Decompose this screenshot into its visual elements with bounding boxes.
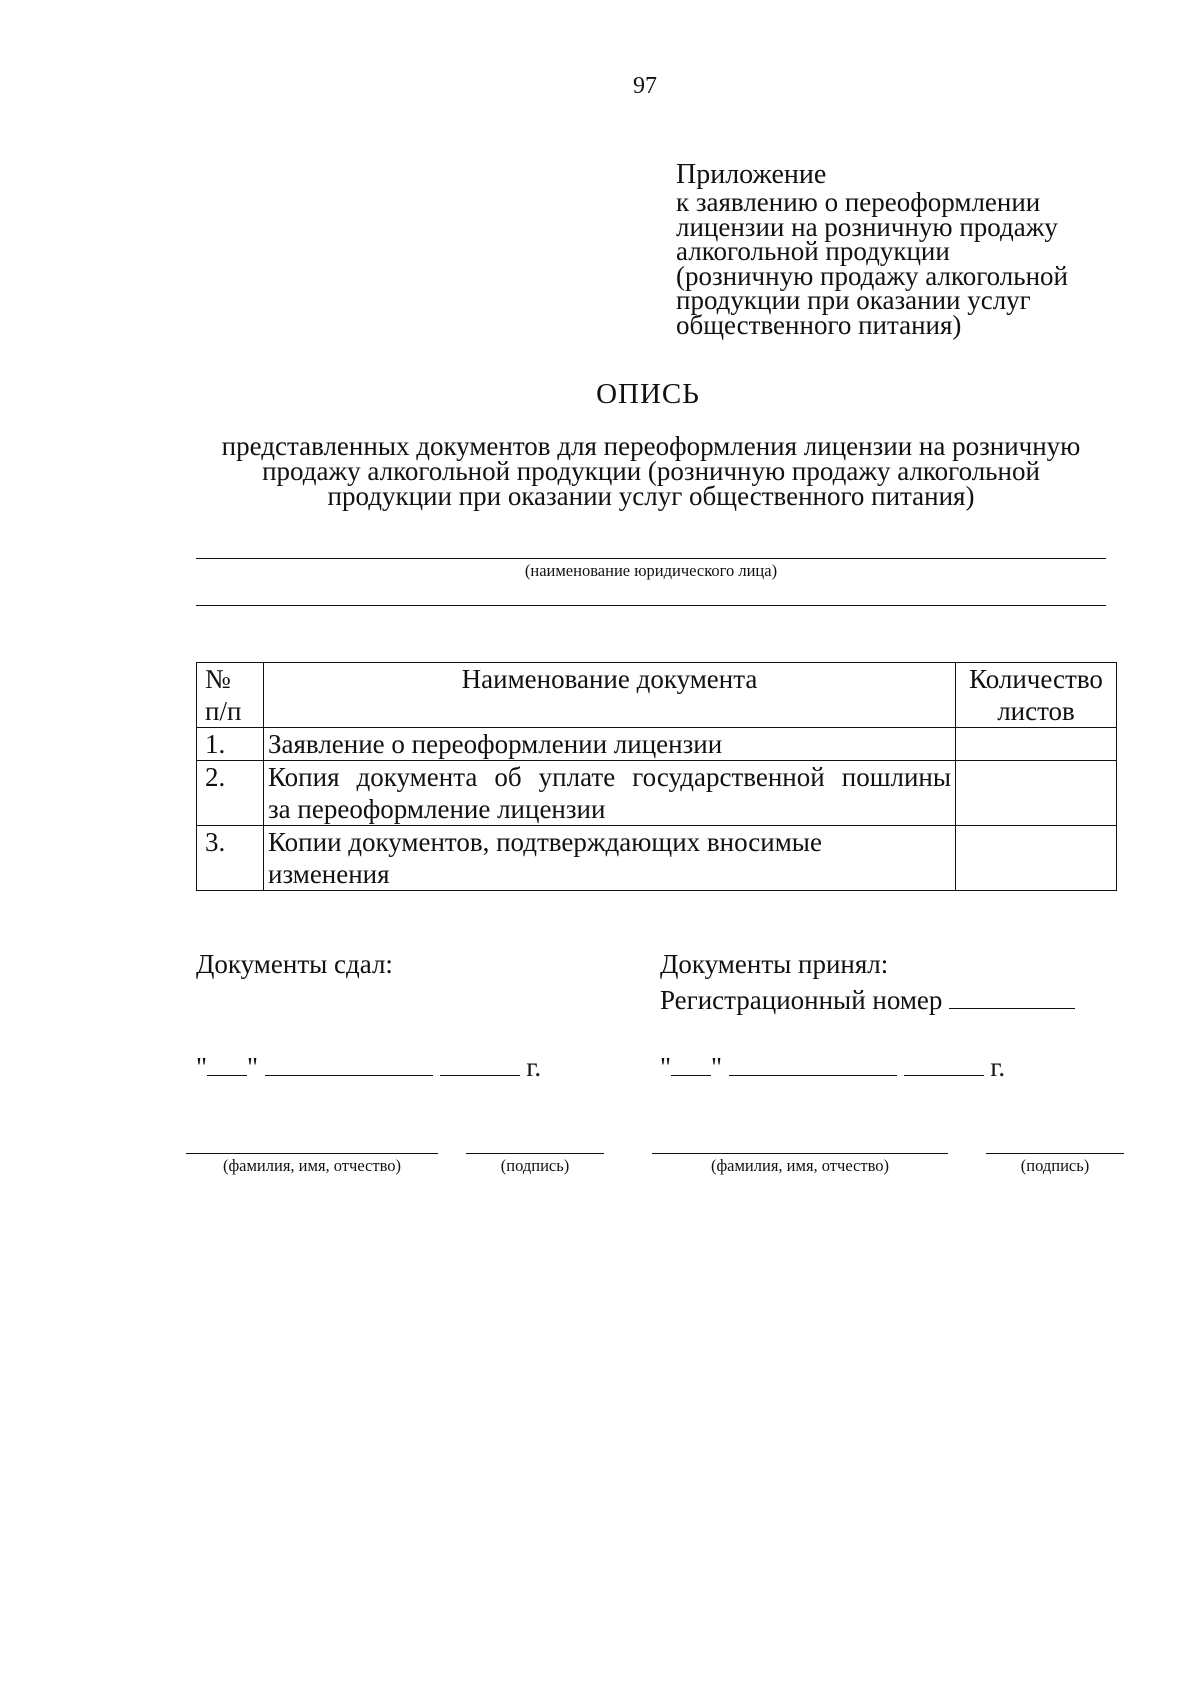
row-name-line: изменения	[268, 859, 390, 889]
registration-number-label: Регистрационный номер	[660, 985, 943, 1015]
row-name-line: Заявление о переоформлении лицензии	[268, 729, 723, 759]
row-number: 3.	[197, 826, 264, 891]
submitted-label: Документы сдал:	[196, 949, 393, 979]
legal-entity-field-line-2[interactable]	[196, 605, 1106, 606]
acceptor-name-field[interactable]	[652, 1153, 948, 1154]
appendix-line: продукции при оказании услуг	[676, 285, 1031, 315]
appendix-block	[676, 159, 1068, 340]
table-row	[197, 761, 1117, 826]
header-number-line: п/п	[205, 696, 242, 726]
header-count-line: листов	[997, 696, 1075, 726]
row-name-line: за переоформление лицензии	[268, 794, 606, 824]
row-sheet-count[interactable]	[956, 728, 1117, 761]
year-suffix: г.	[990, 1052, 1006, 1082]
legal-entity-caption: (наименование юридического лица)	[524, 561, 778, 580]
acceptor-name-caption: (фамилия, имя, отчество)	[710, 1156, 890, 1175]
row-sheet-count[interactable]	[956, 761, 1117, 826]
quote-open: "	[660, 1052, 672, 1082]
appendix-line: алкогольной продукции	[676, 236, 950, 266]
header-number-line: №	[205, 664, 231, 694]
quote-open: "	[196, 1052, 208, 1082]
day-field[interactable]	[671, 1055, 711, 1076]
header-document-name: Наименование документа	[264, 663, 956, 728]
accepted-date-line	[660, 1052, 1005, 1083]
row-document-name	[264, 826, 956, 891]
documents-table	[196, 662, 1117, 891]
appendix-line: лицензии на розничную продажу	[676, 211, 1058, 242]
subtitle-line: продукции при оказании услуг общественного питания)	[327, 481, 975, 511]
submitter-name-caption: (фамилия, имя, отчество)	[222, 1156, 402, 1175]
year-field[interactable]	[904, 1055, 984, 1076]
submitter-signature-caption: (подпись)	[500, 1156, 570, 1175]
header-count-line: Количество	[969, 664, 1103, 694]
month-field[interactable]	[265, 1055, 433, 1076]
legal-entity-field-line[interactable]	[196, 558, 1106, 559]
quote-close: "	[711, 1052, 723, 1082]
header-sheet-count	[956, 663, 1117, 728]
row-name-line: Копии документов, подтверждающих вносимые	[268, 827, 822, 857]
document-subtitle	[196, 431, 1106, 511]
row-sheet-count[interactable]	[956, 826, 1117, 891]
row-document-name	[264, 728, 956, 761]
year-suffix: г.	[526, 1052, 542, 1082]
subtitle-line: представленных документов для переоформления лицензии на розничную	[221, 431, 1081, 461]
year-field[interactable]	[440, 1055, 520, 1076]
appendix-line: (розничную продажу алкогольной	[676, 260, 1068, 291]
table-header-row	[197, 663, 1117, 728]
page-number: 97	[633, 73, 657, 99]
registration-number-field[interactable]	[949, 988, 1075, 1009]
table-row	[197, 728, 1117, 761]
acceptor-signature-caption: (подпись)	[1020, 1156, 1090, 1175]
submitter-name-field[interactable]	[186, 1153, 438, 1154]
header-number	[197, 663, 264, 728]
month-field[interactable]	[729, 1055, 897, 1076]
registration-number	[660, 982, 1075, 1018]
acceptor-signature-field[interactable]	[986, 1153, 1124, 1154]
day-field[interactable]	[207, 1055, 247, 1076]
submitted-date-line	[196, 1052, 541, 1083]
submitter-signature-field[interactable]	[466, 1153, 604, 1154]
appendix-title: Приложение	[676, 159, 827, 190]
quote-close: "	[247, 1052, 259, 1082]
row-document-name	[264, 761, 956, 826]
document-title: ОПИСЬ	[596, 378, 700, 410]
row-name-line: Копия документа об уплате государственной пошлины	[268, 762, 951, 792]
table-row	[197, 826, 1117, 891]
appendix-line: общественного питания)	[676, 309, 962, 340]
row-number: 1.	[197, 728, 264, 761]
appendix-line: к заявлению о переоформлении	[676, 187, 1041, 217]
accepted-label: Документы принял:	[660, 949, 889, 979]
subtitle-line: продажу алкогольной продукции (розничную продажу алкогольной	[262, 456, 1040, 486]
row-number: 2.	[197, 761, 264, 826]
